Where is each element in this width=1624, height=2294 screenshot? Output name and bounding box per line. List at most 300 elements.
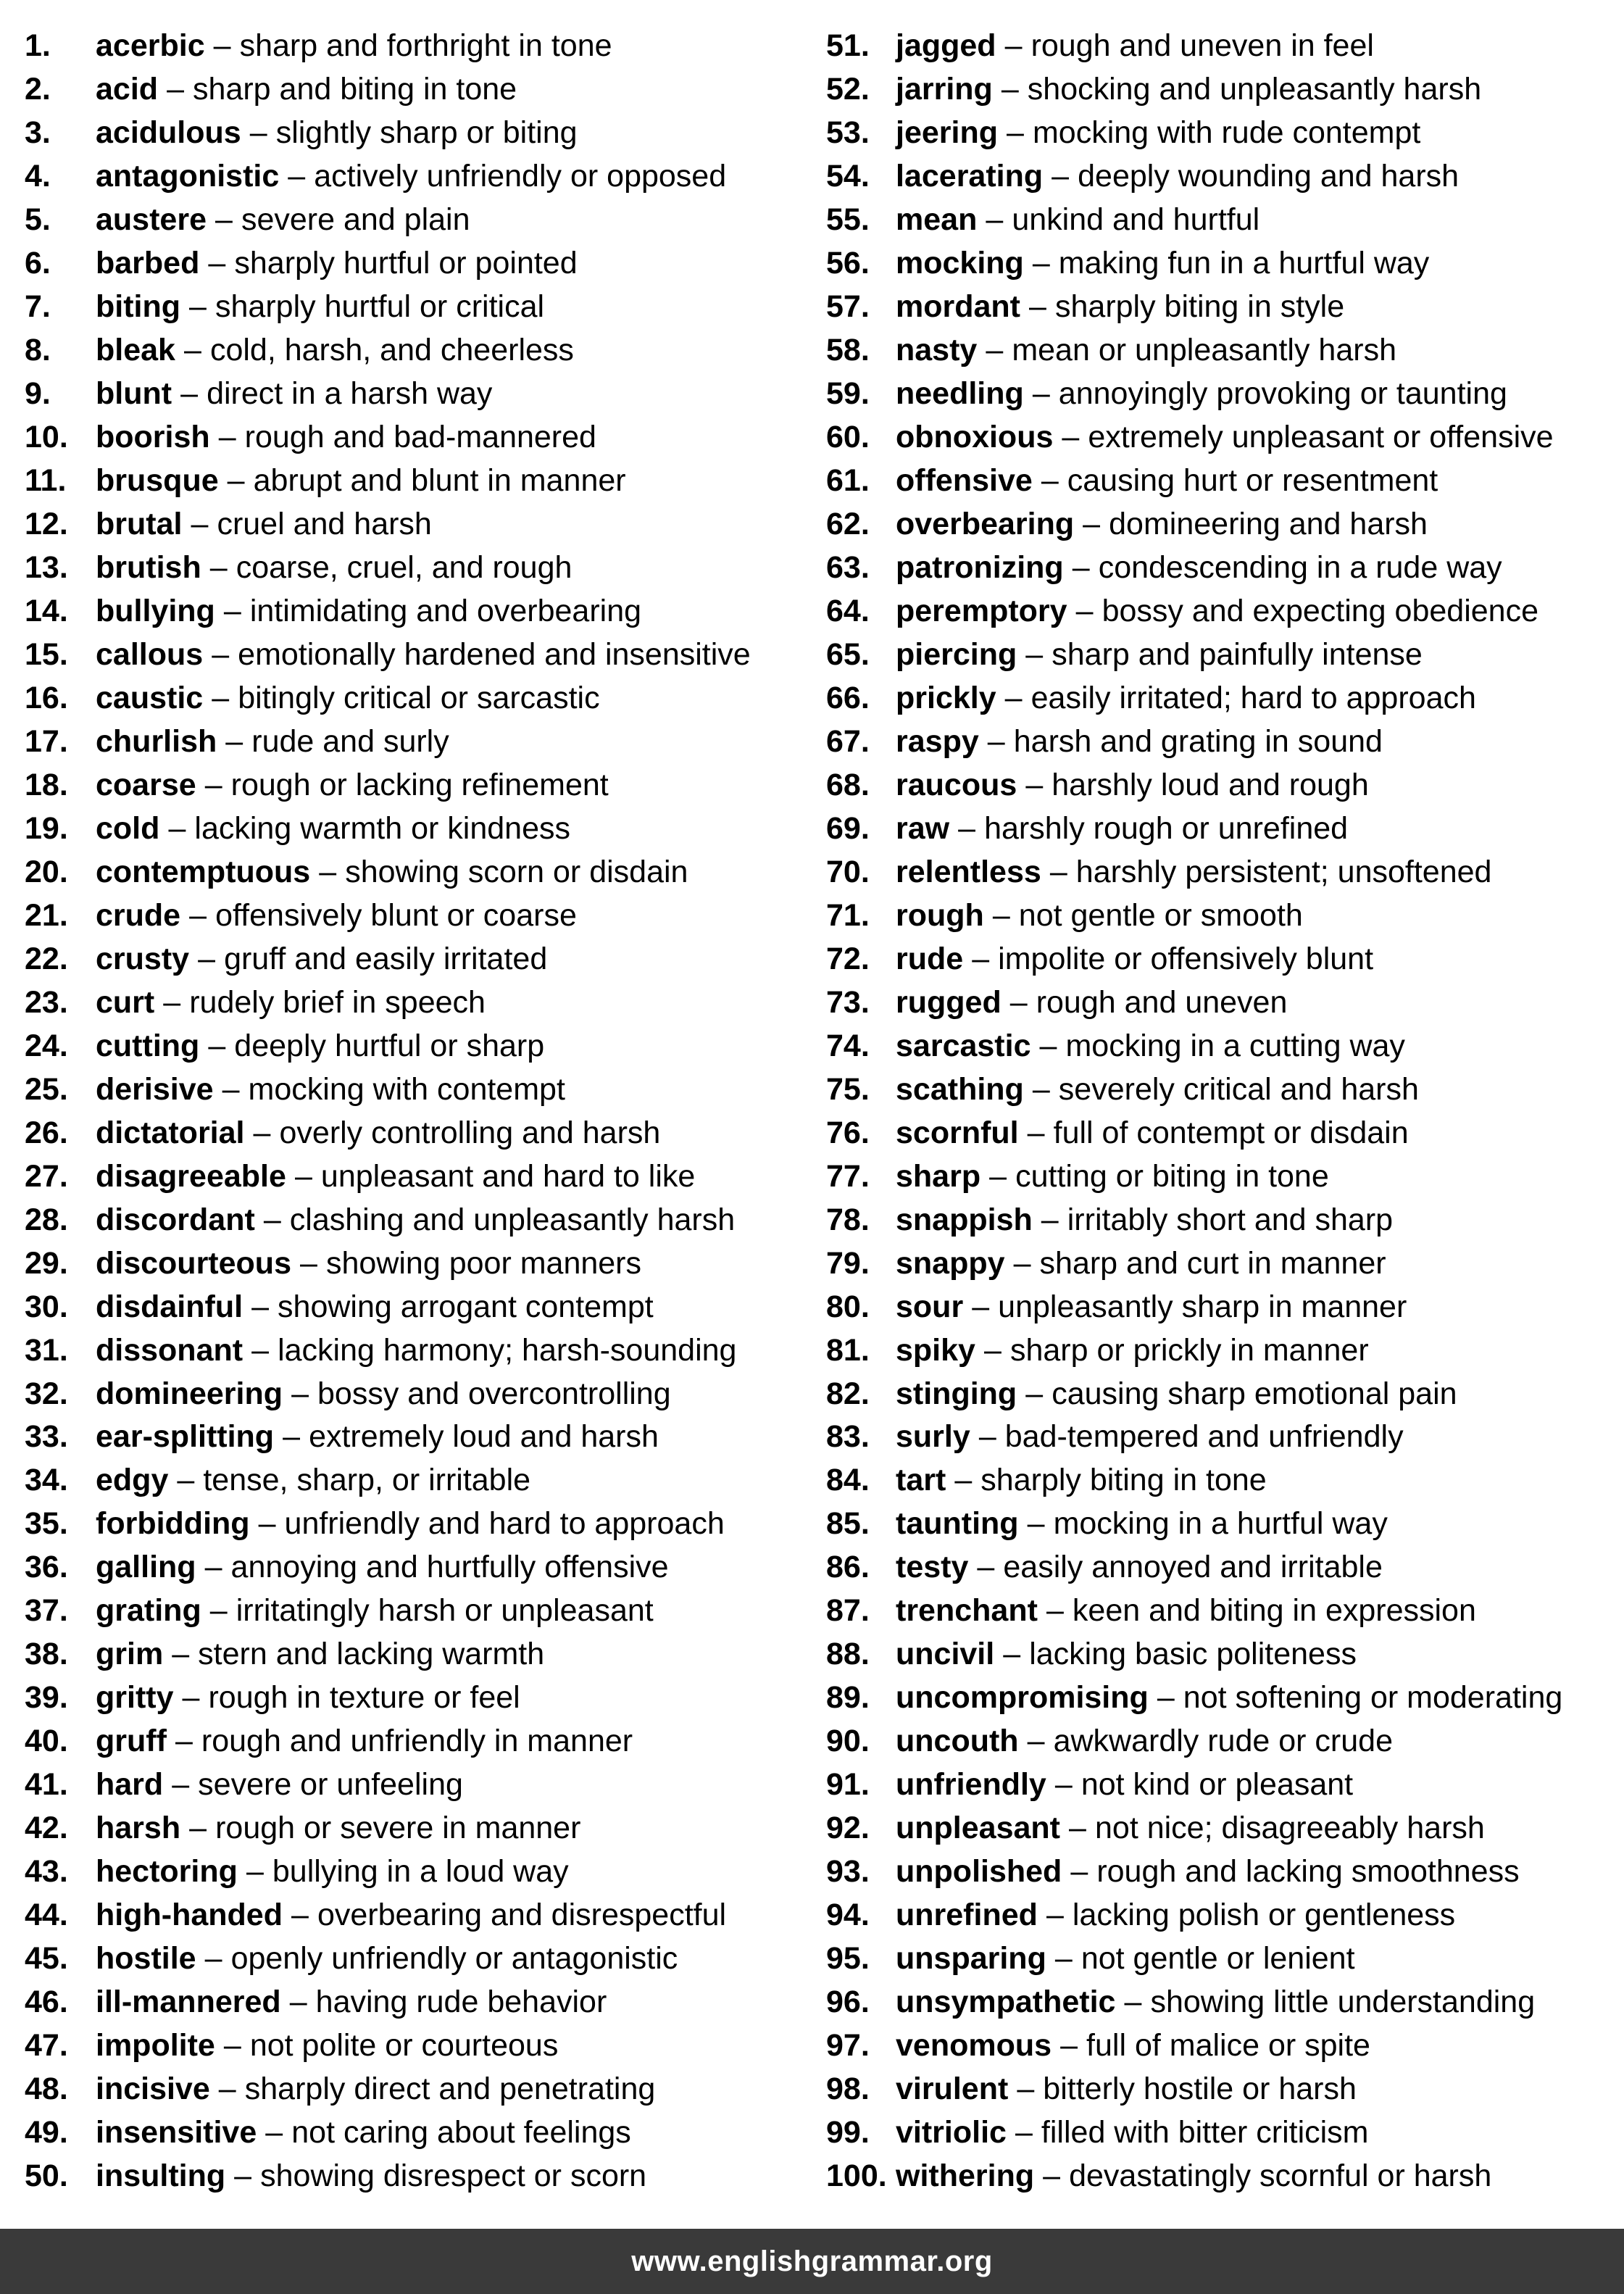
entry-number: 63. [826,550,870,586]
list-item [826,1068,1616,1111]
entry-number: 79. [826,1245,870,1281]
list-item [25,1981,815,2024]
entry-word: insensitive [96,2114,257,2150]
entry-number: 10. [25,420,68,455]
entry-definition: harsh and grating in sound [1013,723,1383,759]
list-item [25,677,815,720]
entry-separator: – [182,1680,200,1716]
entry-number: 40. [25,1724,68,1759]
entry-number: 22. [25,941,68,976]
entry-separator: – [218,2071,236,2107]
list-item [25,1503,815,1546]
list-item [826,2111,1616,2155]
entry-word: impolite [96,2028,215,2064]
entry-word: acid [96,72,159,107]
entry-definition: coarse, cruel, and rough [236,550,572,586]
entry-word: vitriolic [896,2114,1007,2150]
entry-number: 97. [826,2028,870,2064]
entry-word: insulting [96,2158,226,2193]
entry-word: obnoxious [896,420,1054,455]
entry-word: dictatorial [96,1115,245,1150]
entry-number: 77. [826,1158,870,1194]
entry-number: 47. [25,2028,68,2064]
entry-definition: lacking polish or gentleness [1072,1898,1456,1933]
entry-word: uncivil [896,1637,995,1672]
entry-separator: – [977,1550,995,1585]
entry-word: ear-splitting [96,1419,275,1455]
word-list-right-column [826,25,1616,2198]
entry-word: discourteous [96,1245,291,1281]
entry-number: 38. [25,1637,68,1672]
list-item [826,1198,1616,1242]
entry-word: brutish [96,550,201,586]
entry-definition: making fun in a hurtful way [1058,246,1430,281]
entry-word: trenchant [896,1593,1038,1629]
entry-number: 36. [25,1550,68,1585]
entry-definition: filled with bitter criticism [1041,2114,1369,2150]
entry-number: 99. [826,2114,870,2150]
entry-word: gritty [96,1680,174,1716]
entry-definition: unkind and hurtful [1012,202,1260,238]
entry-word: jeering [896,115,998,151]
entry-separator: – [1017,2071,1035,2107]
entry-number: 42. [25,1811,68,1846]
entry-separator: – [958,810,976,846]
list-item [826,981,1616,1024]
list-item [826,1024,1616,1068]
entry-definition: abrupt and blunt in manner [253,463,626,499]
entry-number: 88. [826,1637,870,1672]
entry-number: 82. [826,1376,870,1411]
entry-word: churlish [96,723,217,759]
entry-number: 80. [826,1289,870,1324]
entry-word: crude [96,897,181,933]
entry-number: 56. [826,246,870,281]
list-item [826,1546,1616,1589]
entry-separator: – [986,202,1004,238]
entry-word: boorish [96,420,210,455]
list-item [25,1416,815,1459]
entry-number: 33. [25,1419,68,1455]
list-item [826,1155,1616,1198]
entry-word: virulent [896,2071,1009,2107]
entry-word: disdainful [96,1289,243,1324]
entry-definition: bitingly critical or sarcastic [238,681,600,716]
entry-number: 71. [826,897,870,933]
entry-word: high-handed [96,1898,283,1933]
list-item [25,373,815,416]
entry-number: 84. [826,1463,870,1498]
entry-number: 90. [826,1724,870,1759]
entry-separator: – [978,1419,996,1455]
list-item [25,1720,815,1763]
entry-definition: offensively blunt or coarse [215,897,577,933]
entry-separator: – [265,2114,283,2150]
list-item [25,2068,815,2111]
entry-separator: – [189,897,207,933]
list-item [826,720,1616,764]
entry-number: 13. [25,550,68,586]
entry-separator: – [1032,246,1050,281]
entry-word: uncompromising [896,1680,1149,1716]
entry-number: 24. [25,1028,68,1063]
list-item [25,2154,815,2198]
entry-word: antagonistic [96,159,280,194]
entry-separator: – [204,1550,222,1585]
entry-word: rough [896,897,984,933]
entry-definition: cold, harsh, and cheerless [209,333,574,368]
list-item [826,329,1616,373]
entry-number: 76. [826,1115,870,1150]
entry-number: 78. [826,1202,870,1237]
entry-separator: – [1004,681,1023,716]
entry-definition: mocking in a hurtful way [1053,1506,1388,1542]
entry-number: 41. [25,1767,68,1803]
entry-word: brusque [96,463,219,499]
entry-separator: – [1009,984,1028,1020]
entry-separator: – [175,1724,193,1759]
entry-separator: – [992,897,1010,933]
entry-definition: irritatingly harsh or unpleasant [236,1593,654,1629]
entry-definition: bitterly hostile or harsh [1043,2071,1357,2107]
entry-definition: clashing and unpleasantly harsh [289,1202,736,1237]
entry-word: bullying [96,594,215,629]
entry-separator: – [1027,1115,1045,1150]
entry-separator: – [204,767,222,802]
entry-separator: – [191,507,209,542]
list-item [25,633,815,677]
list-item [25,590,815,633]
entry-separator: – [1062,420,1080,455]
entry-separator: – [1083,507,1101,542]
entry-definition: sharply biting in tone [980,1463,1267,1498]
list-item [25,1329,815,1372]
list-item [25,1894,815,1937]
entry-separator: – [1041,463,1059,499]
entry-word: incisive [96,2071,210,2107]
list-item [25,720,815,764]
entry-separator: – [212,681,230,716]
list-item [826,1894,1616,1937]
entry-number: 66. [826,681,870,716]
entry-definition: lacking basic politeness [1029,1637,1357,1672]
entry-definition: rough in texture or feel [208,1680,520,1716]
entry-separator: – [1039,1028,1057,1063]
entry-number: 87. [826,1593,870,1629]
list-item [826,1242,1616,1285]
entry-definition: mocking with contempt [248,1071,565,1107]
entry-separator: – [1046,1593,1064,1629]
entry-word: blunt [96,376,172,412]
list-item [25,329,815,373]
entry-word: venomous [896,2028,1052,2064]
entry-separator: – [198,941,216,976]
entry-definition: severe or unfeeling [198,1767,463,1803]
list-item [826,2154,1616,2198]
entry-number: 74. [826,1028,870,1063]
entry-definition: rough and uneven [1036,984,1288,1020]
entry-separator: – [1015,2114,1033,2150]
entry-definition: mocking in a cutting way [1065,1028,1405,1063]
entry-definition: cruel and harsh [217,507,432,542]
list-item [826,1720,1616,1763]
list-item [25,1676,815,1720]
entry-word: scathing [896,1071,1024,1107]
entry-number: 52. [826,72,870,107]
entry-number: 32. [25,1376,68,1411]
entry-word: dissonant [96,1332,243,1368]
entry-word: cutting [96,1028,200,1063]
entry-word: unpleasant [896,1811,1060,1846]
entry-definition: tense, sharp, or irritable [203,1463,531,1498]
entry-word: raucous [896,767,1017,802]
entry-definition: sharply biting in style [1054,289,1345,325]
entry-number: 19. [25,810,68,846]
entry-definition: not kind or pleasant [1080,1767,1354,1803]
entry-separator: – [1052,159,1070,194]
entry-separator: – [225,723,243,759]
entry-word: unrefined [896,1898,1038,1933]
entry-definition: bullying in a loud way [272,1854,569,1890]
entry-definition: rough and bad-mannered [244,420,596,455]
list-item [826,1589,1616,1633]
entry-separator: – [987,723,1005,759]
entry-separator: – [227,463,245,499]
entry-definition: deeply wounding and harsh [1078,159,1459,194]
entry-word: snappish [896,1202,1033,1237]
list-item [826,286,1616,329]
list-item [25,25,815,68]
list-item [25,1155,815,1198]
list-item [826,1111,1616,1155]
entry-word: hostile [96,1941,196,1977]
entry-word: edgy [96,1463,169,1498]
entry-number: 7. [25,289,51,325]
entry-separator: – [168,810,186,846]
entry-word: unsympathetic [896,1985,1116,2020]
entry-number: 73. [826,984,870,1020]
entry-number: 14. [25,594,68,629]
entry-word: brutal [96,507,183,542]
entry-number: 57. [826,289,870,325]
entry-number: 49. [25,2114,68,2150]
entry-number: 96. [826,1985,870,2020]
entry-separator: – [223,2028,241,2064]
entry-separator: – [251,1289,270,1324]
entry-number: 12. [25,507,68,542]
list-item [826,416,1616,460]
list-item [826,2024,1616,2068]
entry-number: 6. [25,246,51,281]
entry-definition: mocking with rude contempt [1032,115,1421,151]
entry-definition: rude and surly [251,723,449,759]
entry-separator: – [213,28,231,64]
list-item [826,1329,1616,1372]
list-item [826,1372,1616,1416]
entry-separator: – [222,1071,240,1107]
list-item [826,1503,1616,1546]
entry-definition: deeply hurtful or sharp [234,1028,545,1063]
entry-separator: – [1043,2158,1061,2193]
entry-definition: rough and lacking smoothness [1096,1854,1520,1890]
entry-number: 25. [25,1071,68,1107]
entry-separator: – [215,202,233,238]
entry-number: 70. [826,854,870,889]
list-item [25,981,815,1024]
entry-word: relentless [896,854,1041,889]
entry-separator: – [300,1245,317,1281]
entry-word: contemptuous [96,854,311,889]
entry-separator: – [208,1028,226,1063]
entry-word: patronizing [896,550,1064,586]
list-item [826,763,1616,807]
entry-number: 93. [826,1854,870,1890]
entry-word: spiky [896,1332,975,1368]
list-item [826,1937,1616,1981]
entry-separator: – [218,420,236,455]
entry-number: 2. [25,72,51,107]
entry-word: rude [896,941,964,976]
entry-definition: not nice; disagreeably harsh [1094,1811,1485,1846]
list-item [25,286,815,329]
entry-definition: sharp or prickly in manner [1009,1332,1369,1368]
entry-separator: – [972,1289,990,1324]
entry-definition: emotionally hardened and insensitive [238,637,751,673]
entry-separator: – [1029,289,1046,325]
entry-separator: – [172,1637,190,1672]
entry-number: 18. [25,767,68,802]
footer-website-url[interactable]: www.englishgrammar.org [631,2245,993,2277]
entry-number: 44. [25,1898,68,1933]
entry-definition: impolite or offensively blunt [998,941,1374,976]
entry-word: curt [96,984,155,1020]
list-item [826,25,1616,68]
entry-number: 16. [25,681,68,716]
list-item [826,68,1616,112]
list-item [826,547,1616,590]
entry-definition: sharply hurtful or critical [215,289,545,325]
list-item [826,1807,1616,1850]
entry-number: 85. [826,1506,870,1542]
entry-word: coarse [96,767,196,802]
list-item [25,1459,815,1503]
entry-number: 28. [25,1202,68,1237]
list-item [25,894,815,937]
entry-separator: – [283,1419,301,1455]
entry-number: 46. [25,1985,68,2020]
entry-word: unsparing [896,1941,1046,1977]
entry-word: offensive [896,463,1033,499]
list-item [826,937,1616,981]
entry-word: hard [96,1767,164,1803]
entry-separator: – [234,2158,252,2193]
entry-separator: – [253,1115,271,1150]
entry-separator: – [1054,1941,1073,1977]
entry-definition: sharp and forthright in tone [239,28,612,64]
entry-word: domineering [96,1376,283,1411]
entry-definition: showing poor manners [325,1245,642,1281]
list-item [826,1850,1616,1894]
list-item [25,416,815,460]
entry-number: 4. [25,159,51,194]
entry-number: 61. [826,463,870,499]
entry-definition: showing disrespect or scorn [260,2158,647,2193]
entry-word: lacerating [896,159,1044,194]
entry-word: jagged [896,28,996,64]
entry-separator: – [1054,1767,1073,1803]
entry-number: 45. [25,1941,68,1977]
entry-definition: causing sharp emotional pain [1052,1376,1457,1411]
entry-definition: showing scorn or disdain [345,854,688,889]
entry-definition: harshly persistent; unsoftened [1075,854,1492,889]
entry-separator: – [1013,1245,1031,1281]
entry-definition: rough and unfriendly in manner [201,1724,633,1759]
entry-definition: sharply hurtful or pointed [234,246,578,281]
entry-definition: rudely brief in speech [189,984,486,1020]
entry-definition: unpleasant and hard to like [320,1158,696,1194]
entry-definition: direct in a harsh way [207,376,493,412]
entry-number: 95. [826,1941,870,1977]
entry-separator: – [172,1767,190,1803]
entry-definition: severe and plain [241,202,470,238]
entry-number: 15. [25,637,68,673]
entry-number: 83. [826,1419,870,1455]
entry-number: 20. [25,854,68,889]
list-item [25,1242,815,1285]
entry-word: grim [96,1637,164,1672]
entry-separator: – [177,1463,195,1498]
entry-number: 65. [826,637,870,673]
entry-word: nasty [896,333,978,368]
entry-separator: – [989,1158,1007,1194]
entry-number: 37. [25,1593,68,1629]
entry-definition: harshly rough or unrefined [984,810,1349,846]
entry-separator: – [1027,1506,1045,1542]
entry-definition: overbearing and disrespectful [317,1898,727,1933]
list-item [25,242,815,286]
entry-word: needling [896,376,1024,412]
entry-definition: annoying and hurtfully offensive [230,1550,669,1585]
entry-definition: not polite or courteous [249,2028,559,2064]
entry-number: 69. [826,810,870,846]
list-item [25,1589,815,1633]
entry-number: 50. [25,2158,68,2193]
entry-word: withering [896,2158,1035,2193]
entry-separator: – [1041,1202,1059,1237]
entry-word: sharp [896,1158,981,1194]
entry-word: hectoring [96,1854,238,1890]
entry-separator: – [291,1376,309,1411]
entry-separator: – [289,1985,307,2020]
entry-word: raspy [896,723,979,759]
entry-word: austere [96,202,207,238]
entry-word: jarring [896,72,993,107]
entry-word: mordant [896,289,1020,325]
entry-separator: – [954,1463,973,1498]
list-item [25,1633,815,1676]
list-item [25,1807,815,1850]
entry-word: sarcastic [896,1028,1031,1063]
entry-separator: – [1069,1811,1086,1846]
entry-definition: slightly sharp or biting [275,115,578,151]
entry-word: unfriendly [896,1767,1046,1803]
entry-separator: – [204,1941,222,1977]
list-item [25,199,815,242]
entry-word: peremptory [896,594,1067,629]
entry-separator: – [1025,767,1044,802]
entry-definition: awkwardly rude or crude [1053,1724,1393,1759]
entry-word: discordant [96,1202,255,1237]
